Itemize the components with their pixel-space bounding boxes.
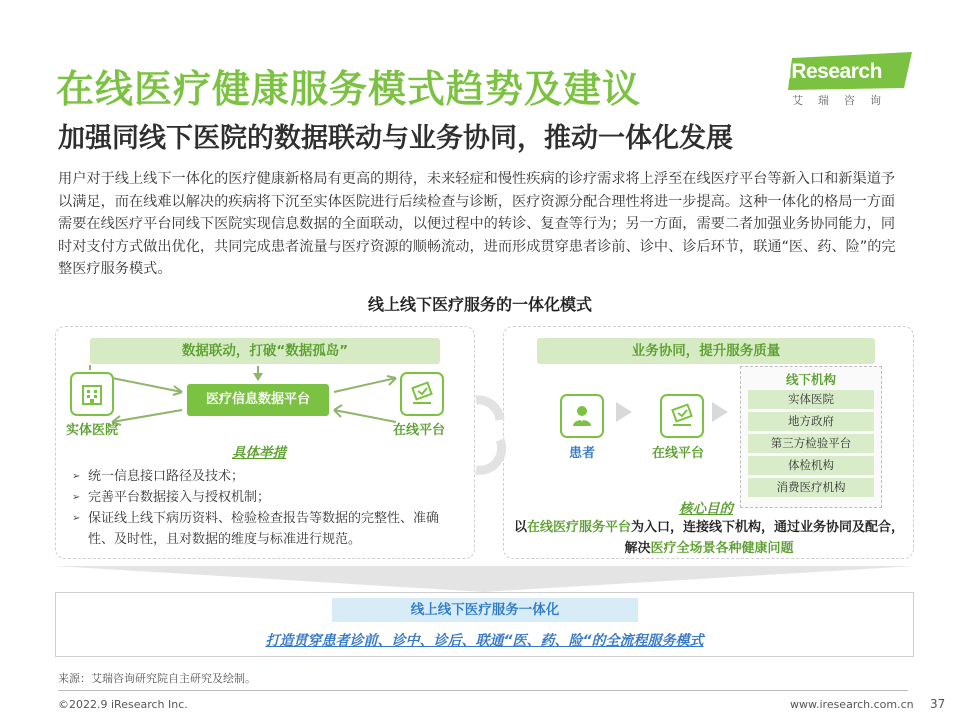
data-linkage-banner: 数据联动，打破“数据孤岛” xyxy=(90,338,440,364)
integration-banner: 线上线下医疗服务一体化 xyxy=(332,598,638,622)
business-collab-banner: 业务协同，提升服务质量 xyxy=(537,338,875,364)
online-platform-label: 在线平台 xyxy=(652,446,705,461)
chevron-platform-to-offline xyxy=(712,402,728,422)
measure-item: ➢ 完善平台数据接入与授权机制； xyxy=(72,487,462,508)
arrow-center-to-hospital xyxy=(112,410,182,422)
down-arrow xyxy=(55,566,914,592)
integration-tagline: 打造贯穿患者诊前、诊中、诊后、联通“医、药、险“的全流程服务模式 xyxy=(265,633,704,649)
logo-chinese: 艾瑞咨询 xyxy=(792,94,896,107)
goal-description: 以在线医疗服务平台为入口，连接线下机构，通过业务协同及配合，解决医疗全场景各种健康问题 xyxy=(513,520,905,556)
diagram-title: 线上线下医疗服务的一体化模式 xyxy=(367,295,592,314)
page-title: 在线医疗健康服务模式趋势及建议 xyxy=(56,67,642,111)
measures-title: 具体举措 xyxy=(232,445,286,461)
intro-paragraph: 用户对于线上线下一体化的医疗健康新格局有更高的期待，未来轻症和慢性疾病的诊疗需求将上浮至在线医疗平台等新入口和新渠道予以满足，而在线难以解决的疾病将下沉至实体医院进行后续检查与诊断，医疗资源分配合理性将进一步提高。这种一体化的格局一方面需要在线医疗平台同线下医院实现信息数据的全面联动，以便过程中的转诊、复查等行为；另一方面，需要二者加强业务协同能力，同时对支付方式做出优化，共同完成患者流量与医疗资源的顺畅流动，进而形成贯穿患者诊前、诊中、诊后环节，联通“医、药、险”的完整医疗服务模式。 xyxy=(58,171,896,278)
offline-institutions-title: 线下机构 xyxy=(785,372,836,387)
page-number: 37 xyxy=(930,697,946,711)
patient-label: 患者 xyxy=(569,446,596,461)
source-note: 来源：艾瑞咨询研究院自主研究及绘制。 xyxy=(58,672,256,685)
hospital-icon xyxy=(70,372,114,416)
goal-highlight: 在线医疗服务平台 xyxy=(526,520,631,535)
measure-item: ➢ 保证线上线下病历资料、检验检查报告等数据的完整性、准确性、及时性，且对数据的维度与标准进行规范。 xyxy=(72,508,462,550)
offline-item: 体检机构 xyxy=(748,456,874,475)
cycle-arrow-bottom xyxy=(476,440,502,470)
offline-item: 实体医院 xyxy=(748,390,874,409)
offline-item: 消费医疗机构 xyxy=(748,478,874,497)
offline-item: 地方政府 xyxy=(748,412,874,431)
measures-list xyxy=(72,466,462,550)
offline-item: 第三方检验平台 xyxy=(748,434,874,453)
patient-icon xyxy=(560,394,604,438)
online-platform-icon xyxy=(400,372,444,416)
page-subtitle: 加强同线下医院的数据联动与业务协同，推动一体化发展 xyxy=(58,123,733,154)
data-platform-box: 医疗信息数据平台 xyxy=(187,384,329,416)
arrow-center-to-platform xyxy=(334,378,396,392)
website-url: www.iresearch.com.cn xyxy=(790,698,914,711)
online-platform-icon xyxy=(660,394,704,438)
cycle-arrow-top xyxy=(476,400,500,420)
goal-title: 核心目的 xyxy=(679,501,733,517)
chevron-patient-to-platform xyxy=(616,402,632,422)
arrow-hospital-to-center xyxy=(112,378,182,392)
copyright: ©2022.9 iResearch Inc. xyxy=(58,698,188,711)
goal-highlight: 医疗全场景各种健康问题 xyxy=(650,541,794,556)
online-platform-label: 在线平台 xyxy=(393,423,446,438)
arrow-platform-to-center xyxy=(334,410,396,422)
hospital-label: 实体医院 xyxy=(66,423,119,438)
footer-divider xyxy=(58,690,908,691)
logo-wordmark: iResearch xyxy=(786,60,882,83)
measure-item: ➢ 统一信息接口路径及技术； xyxy=(72,466,462,487)
